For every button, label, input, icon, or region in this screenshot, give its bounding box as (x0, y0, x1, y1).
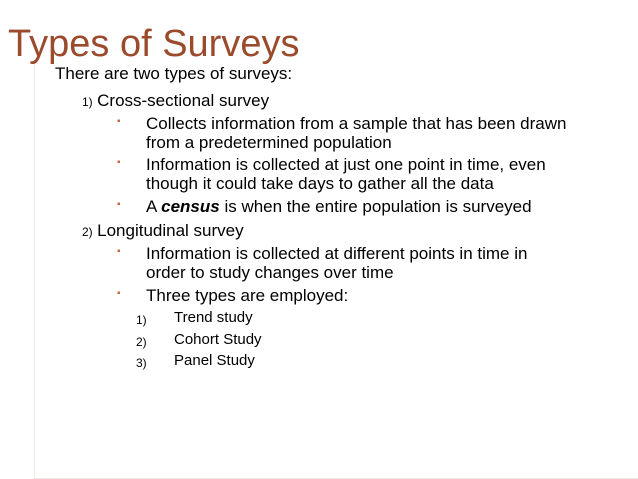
square-bullet-icon: ▪ (117, 246, 121, 257)
bullet-text-suffix: is when the entire population is surveyed (219, 197, 532, 216)
sub-item-trend-study: Trend study (174, 309, 253, 326)
bullet-line: Collects information from a sample that has been drawn (146, 114, 567, 133)
section-heading-text: Longitudinal survey (97, 221, 244, 240)
list-number: 2) (82, 225, 93, 239)
sub-list-number: 1) (136, 313, 147, 327)
bullet-line: order to study changes over time (146, 263, 394, 282)
square-bullet-icon: ▪ (117, 199, 121, 210)
bullet-point-census (146, 197, 631, 216)
bullet-line: Information is collected at just one point in time, even (146, 155, 546, 174)
bullet-line: Three types are employed: (146, 286, 349, 305)
bullet-line: Information is collected at different points in time in (146, 244, 528, 263)
census-emphasis: census (161, 197, 220, 216)
sub-item-cohort-study: Cohort Study (174, 331, 262, 348)
bullet-line: from a predetermined population (146, 133, 392, 152)
slide-title: Types of Surveys (8, 23, 300, 65)
square-bullet-icon: ▪ (117, 288, 121, 299)
intro-text: There are two types of surveys: (55, 64, 293, 83)
square-bullet-icon: ▪ (117, 116, 121, 127)
bullet-line: though it could take days to gather all the data (146, 174, 494, 193)
bullet-text-prefix: A (146, 197, 162, 216)
bullet-point (146, 114, 631, 152)
bullet-point (146, 286, 631, 305)
square-bullet-icon: ▪ (117, 157, 121, 168)
frame-left-rule (34, 60, 35, 479)
bullet-point (146, 155, 631, 193)
sub-list-number: 3) (136, 356, 147, 370)
section-heading-cross-sectional (82, 91, 269, 112)
bullet-point (146, 244, 631, 282)
sub-list-number: 2) (136, 335, 147, 349)
section-heading-text: Cross-sectional survey (97, 91, 270, 110)
section-heading-longitudinal (82, 221, 244, 242)
sub-item-panel-study: Panel Study (174, 352, 255, 369)
list-number: 1) (82, 95, 93, 109)
